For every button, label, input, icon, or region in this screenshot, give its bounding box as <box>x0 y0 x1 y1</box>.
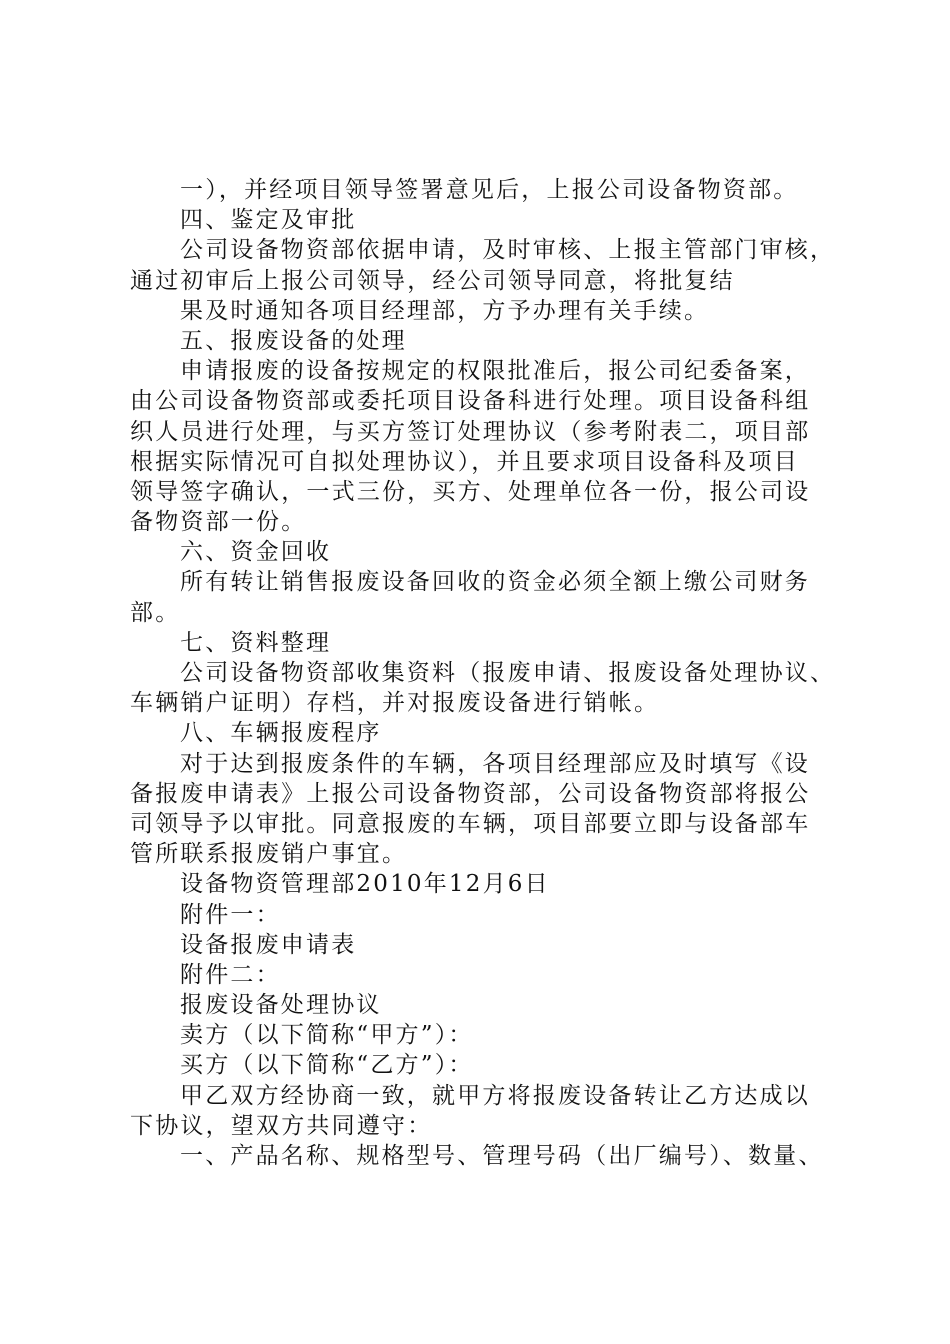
text-line: 附件一： <box>180 901 281 928</box>
text-line: 果及时通知各项目经理部，方予办理有关手续。 <box>180 297 710 324</box>
text-line: 通过初审后上报公司领导，经公司领导同意，将批复结 <box>130 267 735 294</box>
text-line: 织人员进行处理，与买方签订处理协议（参考附表二，项目部 <box>130 418 811 445</box>
text-line: 五、报废设备的处理 <box>180 327 407 354</box>
text-line: 备物资部一份。 <box>130 509 307 536</box>
text-line: 四、鉴定及审批 <box>180 207 357 234</box>
text-line: 部。 <box>130 599 181 626</box>
text-line: 下协议，望双方共同遵守： <box>130 1112 433 1139</box>
text-line: 管所联系报废销户事宜。 <box>130 841 408 868</box>
text-line: 六、资金回收 <box>180 539 332 566</box>
text-line: 申请报废的设备按规定的权限批准后，报公司纪委备案， <box>180 358 810 385</box>
text-line: 八、车辆报废程序 <box>180 720 382 747</box>
text-line: 由公司设备物资部或委托项目设备科进行处理。项目设备科组 <box>130 388 811 415</box>
text-line: 买方（以下简称“乙方”）： <box>180 1052 474 1079</box>
document-body <box>130 175 850 1171</box>
text-line: 对于达到报废条件的车辆，各项目经理部应及时填写《设 <box>180 750 810 777</box>
text-line: 车辆销户证明）存档，并对报废设备进行销帐。 <box>130 690 660 717</box>
text-line: 设备物资管理部2010年12月6日 <box>180 871 550 898</box>
text-line: 公司设备物资部收集资料（报废申请、报废设备处理协议、 <box>180 660 836 686</box>
text-line: 根据实际情况可自拟处理协议），并且要求项目设备科及项目 <box>130 448 799 475</box>
text-line: 设备报废申请表 <box>180 931 357 958</box>
text-line: 附件二： <box>180 961 281 988</box>
text-line: 公司设备物资部依据申请，及时审核、上报主管部门审核， <box>180 237 836 264</box>
text-line: 一），并经项目领导签署意见后，上报公司设备物资部。 <box>180 177 799 203</box>
text-line: 七、资料整理 <box>180 629 332 656</box>
text-line: 甲乙双方经协商一致，就甲方将报废设备转让乙方达成以 <box>180 1082 810 1109</box>
text-line: 一、产品名称、规格型号、管理号码（出厂编号）、数量、 <box>180 1143 824 1169</box>
text-line: 报废设备处理协议 <box>180 992 382 1019</box>
text-line: 领导签字确认，一式三份，买方、处理单位各一份，报公司设 <box>130 478 811 505</box>
text-line: 所有转让销售报废设备回收的资金必须全额上缴公司财务 <box>180 569 810 596</box>
text-line: 备报废申请表》上报公司设备物资部，公司设备物资部将报公 <box>130 780 811 807</box>
text-line: 司领导予以审批。同意报废的车辆，项目部要立即与设备部车 <box>130 810 811 837</box>
text-line: 卖方（以下简称“甲方”）： <box>180 1022 474 1049</box>
